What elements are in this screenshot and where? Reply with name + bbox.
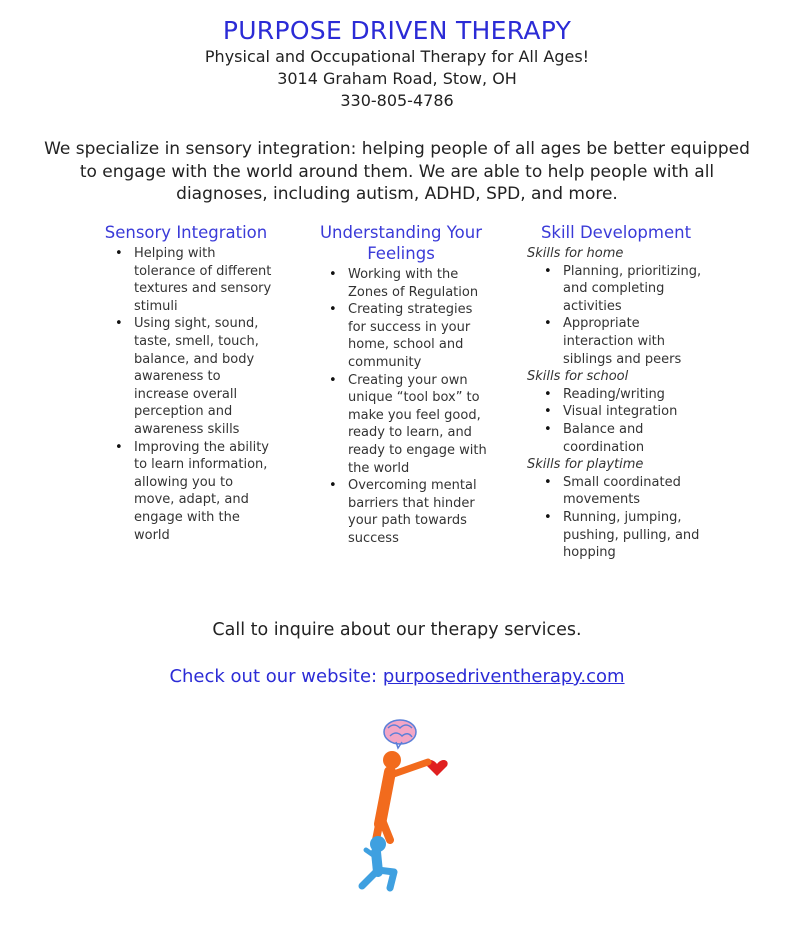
website-line	[0, 666, 794, 687]
skills-playtime-list	[527, 474, 705, 562]
skills-school-list	[527, 386, 705, 456]
column-understanding-feelings	[312, 222, 490, 548]
list-item: • Overcoming mental barriers that hinder your path towards success	[348, 477, 490, 547]
list-item: • Improving the ability to learn information, allowing you to move, adapt, and engage with the world	[134, 439, 274, 545]
list-item: • Planning, prioritizing, and completing activities	[563, 263, 705, 316]
column-skill-development	[527, 222, 705, 562]
column-sensory-integration	[98, 222, 274, 544]
column-title-skills: Skill Development	[540, 223, 692, 242]
page-title: PURPOSE DRIVEN THERAPY	[222, 16, 572, 45]
list-item: • Working with the Zones of Regulation	[348, 266, 490, 301]
column-title-feelings: Understanding Your Feelings	[319, 223, 483, 263]
header	[0, 16, 794, 112]
list-item: • Creating your own unique “tool box” to make you feel good, ready to learn, and ready to engage with the world	[348, 372, 490, 478]
skills-home-list	[527, 263, 705, 369]
tagline: Physical and Occupational Therapy for All Ages!	[204, 47, 590, 66]
list-item: • Creating strategies for success in your home, school and community	[348, 301, 490, 371]
website-link[interactable]: purposedriventherapy.com	[382, 666, 625, 687]
call-to-action: Call to inquire about our therapy services.	[212, 620, 582, 640]
address: 3014 Graham Road, Stow, OH	[277, 69, 517, 88]
column-title-sensory: Sensory Integration	[104, 223, 268, 242]
intro-paragraph: We specialize in sensory integration: helping people of all ages be better equipped to engage with the world around them. We are able to help people with all diagnoses, including autism, ADHD, SPD, and more.	[44, 139, 750, 204]
website-prefix: Check out our website:	[169, 666, 383, 687]
brain-heart-helping-figures-icon	[340, 712, 460, 897]
list-item: • Using sight, sound, taste, smell, touch, balance, and body awareness to increase overall perception and awareness skills	[134, 315, 274, 438]
subheading-home: Skills for home	[527, 246, 624, 261]
list-item: • Balance and coordination	[563, 421, 705, 456]
list-item: • Helping with tolerance of different textures and sensory stimuli	[134, 245, 274, 315]
orange-figure-icon	[376, 751, 428, 840]
list-item: • Small coordinated movements	[563, 474, 705, 509]
phone-number: 330-805-4786	[340, 91, 454, 110]
subheading-school: Skills for school	[527, 369, 629, 385]
list-item: • Reading/writing	[563, 386, 705, 404]
sensory-list	[98, 245, 274, 544]
list-item: • Running, jumping, pushing, pulling, and hopping	[563, 509, 705, 562]
brain-icon	[384, 720, 416, 748]
list-item: • Appropriate interaction with siblings and peers	[563, 315, 705, 368]
list-item: • Visual integration	[563, 403, 705, 421]
feelings-list	[312, 266, 490, 548]
subheading-playtime: Skills for playtime	[527, 457, 644, 473]
